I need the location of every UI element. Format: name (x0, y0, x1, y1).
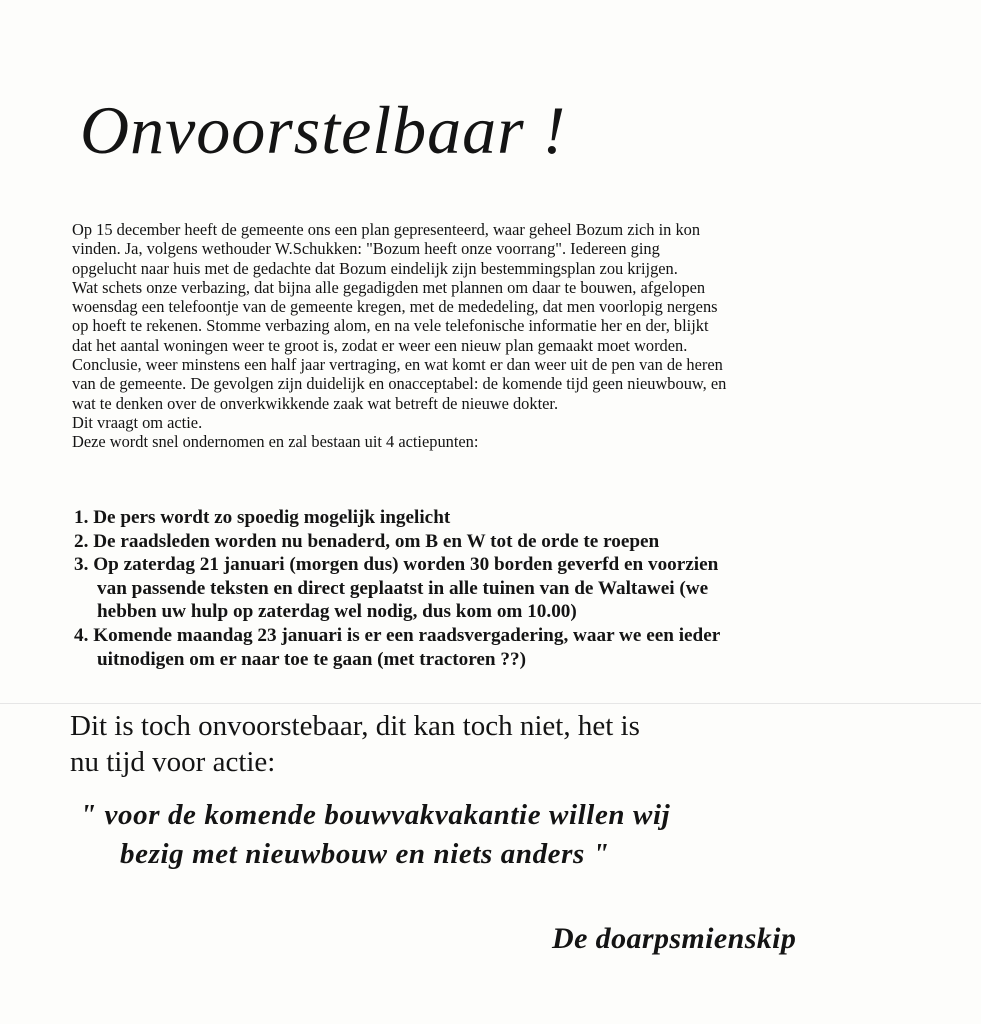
action-item-1 (74, 506, 934, 530)
page-title: Onvoorstelbaar ! (80, 92, 567, 168)
body-text (72, 220, 922, 452)
body-line: wat te denken over de onverkwikkende zaak wat betreft de nieuwe dokter. (72, 393, 559, 413)
action-line: van passende teksten en direct geplaatst in alle tuinen van de Waltawei (we (97, 577, 709, 599)
body-line: opgelucht naar huis met de gedachte dat Bozum eindelijk zijn bestemmingsplan zou krijgen. (72, 258, 678, 278)
slogan-line: " voor de komende bouwvakvakantie willen wij (80, 799, 671, 831)
body-line: Conclusie, weer minstens een half jaar vertraging, en wat komt er dan weer uit de pen van de heren (72, 355, 723, 375)
body-line: van de gemeente. De gevolgen zijn duidelijk en onacceptabel: de komende tijd geen nieuwbouw, en (72, 374, 727, 394)
signature: De doarpsmienskip (552, 922, 797, 955)
body-line: woensdag een telefoontje van de gemeente kregen, met de mededeling, dat men voorlopig nergens (72, 297, 718, 317)
action-item-4 (74, 624, 934, 671)
body-line: vinden. Ja, volgens wethouder W.Schukken: "Bozum heeft onze voorrang". Iedereen ging (72, 239, 660, 259)
body-line: dat het aantal woningen weer te groot is, zodat er weer een nieuw plan gemaakt moet worden. (72, 335, 688, 355)
body-line: Dit vraagt om actie. (72, 412, 203, 432)
body-line: Op 15 december heeft de gemeente ons een plan gepresenteerd, waar geheel Bozum zich in kon (72, 220, 701, 239)
action-list (74, 506, 934, 671)
paper-fold-divider (0, 703, 981, 704)
slogan-line: bezig met nieuwbouw en niets anders " (120, 838, 610, 870)
action-line: 3. Op zaterdag 21 januari (morgen dus) worden 30 borden geverfd en voorzien (74, 554, 719, 576)
closing-line: nu tijd voor actie: (70, 746, 276, 778)
body-line: op hoeft te rekenen. Stomme verbazing alom, en na vele telefonische informatie her en der, blijkt (72, 316, 709, 336)
closing-line: Dit is toch onvoorstebaar, dit kan toch niet, het is (70, 710, 640, 742)
body-line: Deze wordt snel ondernomen en zal bestaan uit 4 actiepunten: (72, 432, 479, 452)
action-line: uitnodigen om er naar toe te gaan (met tractoren ??) (97, 648, 526, 670)
slogan-quote (80, 796, 940, 874)
action-item-2 (74, 530, 934, 554)
closing-statement (70, 708, 950, 780)
action-item-3 (74, 553, 934, 624)
action-line: 1. De pers wordt zo spoedig mogelijk ingelicht (74, 507, 451, 528)
action-line: hebben uw hulp op zaterdag wel nodig, dus kom om 10.00) (97, 601, 577, 623)
action-line: 4. Komende maandag 23 januari is er een raadsvergadering, waar we een ieder (74, 624, 721, 646)
action-line: 2. De raadsleden worden nu benaderd, om B en W tot de orde te roepen (74, 530, 660, 552)
body-line: Wat schets onze verbazing, dat bijna alle gegadigden met plannen om daar te bouwen, afgelopen (72, 277, 706, 297)
